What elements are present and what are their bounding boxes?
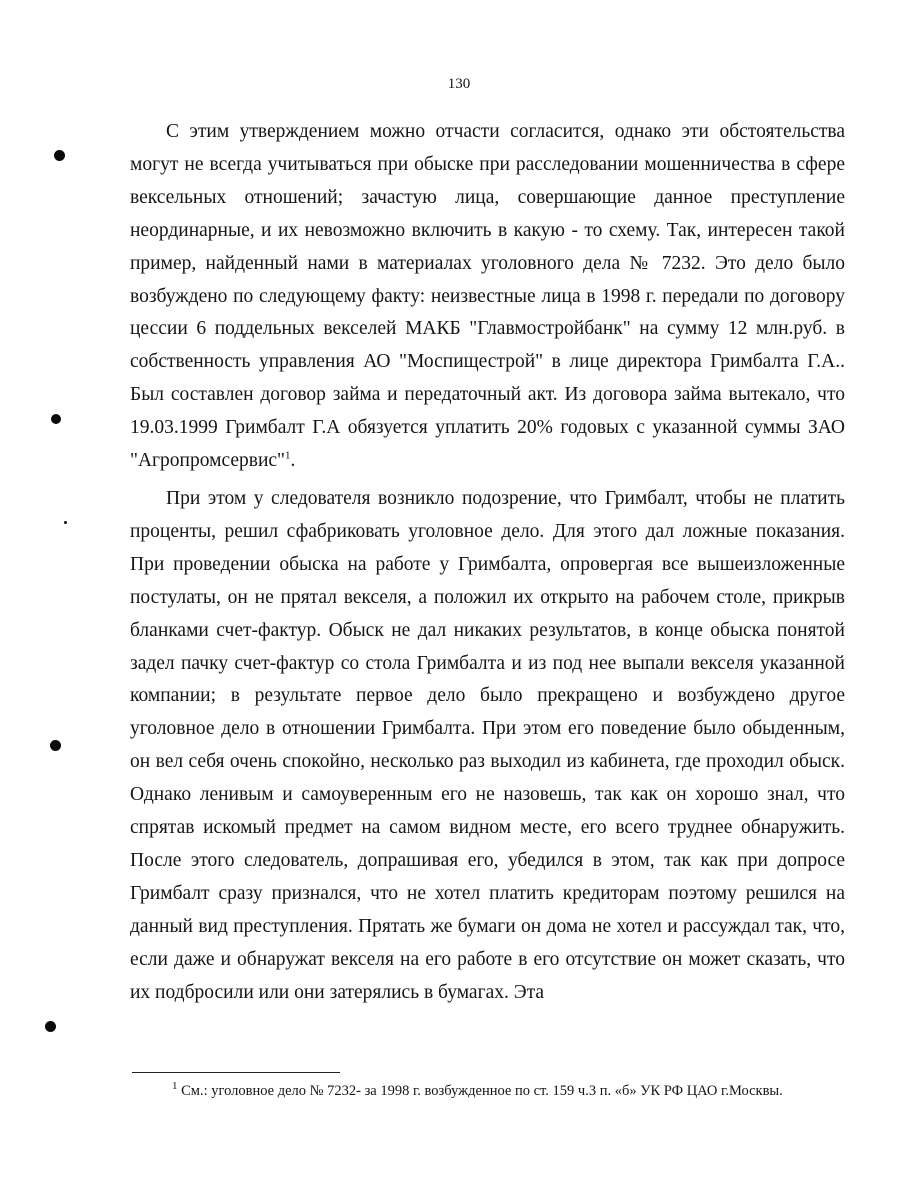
binder-hole-mark [54,150,65,161]
footnote-marker: 1 [172,1080,178,1093]
footnote [132,1081,812,1101]
body-text [130,116,845,1009]
paragraph-1-tail: . [290,450,296,472]
binder-hole-mark [50,740,61,751]
footnote-reference: 1 [285,449,291,462]
binder-hole-mark [51,414,61,424]
binder-hole-mark [45,1021,56,1032]
paragraph-1 [130,116,845,478]
paragraph-2-text: При этом у следователя возникло подозрение, что Гримбалт, чтобы не платить проценты, решил сфабриковать уголовное дело. Для этого дал ложные показания. При проведении обыска на работе у Гримбалта, опровергая все вышеизложенные постулаты, он не прятал векселя, а положил их открыто на рабочем столе, прикрыв бланками счет-фактур. Обыск не дал никаких результатов, в конце обыска понятой задел пачку счет-фактур со стола Гримбалта и из под нее выпали векселя указанной компании; в результате первое дело было прекращено и возбуждено другое уголовное дело в отношении Гримбалта. При этом его поведение было обыденным, он вел себя очень спокойно, несколько раз выходил из кабинета, где проходил обыск. Однако ленивым и самоуверенным его не назовешь, так как он хорошо знал, что спрятав искомый предмет на самом видном месте, его всего труднее обнаружить. После этого следователь, допрашивая его, убедился в этом, так как при допросе Гримбалт сразу признался, что не хотел платить кредиторам поэтому решился на данный вид преступления. Прятать же бумаги он дома не хотел и рассуждал так, что, если даже и обнаружат векселя на его работе в его отсутствие он может сказать, что их подбросили или они затерялись в бумагах. Эта [130,487,845,1003]
footnote-separator [132,1072,340,1073]
paragraph-2 [130,483,845,1010]
paragraph-1-text: С этим утверждением можно отчасти согласится, однако эти обстоятельства могут не всегда учитываться при обыске при расследовании мошенничества в сфере вексельных отношений; зачастую лица, совершающие данное преступление неординарные, и их невозможно включить в какую - то схему. Так, интересен такой пример, найденный нами в материалах уголовного дела № 7232. Это дело было возбуждено по следующему факту: неизвестные лица в 1998 г. передали по договору цессии 6 поддельных векселей МАКБ "Главмостройбанк" на сумму 12 млн.руб. в собственность управления АО "Моспищестрой" в лице директора Гримбалта Г.А.. Был составлен договор займа и передаточный акт. Из договора займа вытекало, что 19.03.1999 Гримбалт Г.А обязуется уплатить 20% годовых с указанной суммы ЗАО "Агропромсервис" [130,121,845,472]
footnote-text: См.: уголовное дело № 7232- за 1998 г. возбужденное по ст. 159 ч.3 п. «б» УК РФ ЦАО г.Москвы. [181,1083,783,1099]
scan-dot-mark [64,521,67,524]
page-number: 130 [447,76,471,92]
